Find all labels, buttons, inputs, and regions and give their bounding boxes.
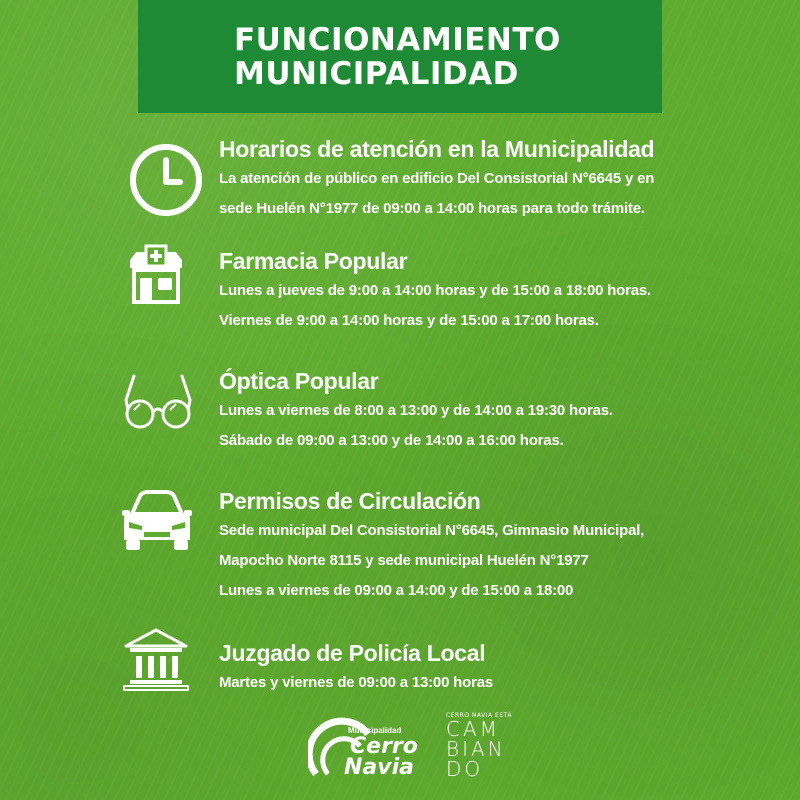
campaign-line: DO [446,757,484,781]
section-line: Sábado de 09:00 a 13:00 y de 14:00 a 16:00 horas. [219,432,564,449]
logo-text-municipalidad: Municipalidad [348,726,402,735]
header-title-line1: FUNCIONAMIENTO [234,21,561,58]
section-line: Martes y viernes de 09:00 a 13:00 horas [219,674,494,691]
car-icon [118,488,196,552]
pharmacy-icon [126,244,186,304]
section-line: Lunes a jueves de 9:00 a 14:00 horas y de 15:00 a 18:00 horas. [219,282,652,299]
campaign-line: BIAN [446,737,506,761]
section-line: sede Huelén N°1977 de 09:00 a 14:00 horas para todo trámite. [219,200,645,217]
campaign-line: CAM [446,717,500,741]
header-title-line2: MUNICIPALIDAD [234,55,519,92]
clock-icon [124,138,208,222]
campaign-logo [446,712,512,779]
logo-text-navia: Navia [344,755,414,780]
logo-text-cerro: Cerro [350,734,418,759]
section-line: La atención de público en edificio Del Consistorial N°6645 y en [219,170,655,187]
municipality-logo [308,712,423,787]
section-line: Lunes a viernes de 09:00 a 14:00 y de 15:00 a 18:00 [219,582,574,599]
section-line: Sede municipal Del Consistorial N°6645, Gimnasio Municipal, [219,522,645,539]
section-title: Horarios de atención en la Municipalidad [219,136,655,162]
section-title: Óptica Popular [219,368,379,394]
section-title: Farmacia Popular [219,248,408,274]
section-line: Lunes a viernes de 8:00 a 13:00 y de 14:00 a 19:30 horas. [219,402,613,419]
header-banner [138,0,662,113]
section-title: Permisos de Circulación [219,488,481,514]
section-line: Mapocho Norte 8115 y sede municipal Huelén N°1977 [219,552,589,569]
courthouse-icon [122,628,190,692]
campaign-small-text: CERRO NAVIA ESTÁ [446,712,512,719]
glasses-icon [120,370,196,430]
section-title: Juzgado de Policía Local [219,640,486,666]
section-line: Viernes de 9:00 a 14:00 horas y de 15:00 a 17:00 horas. [219,312,599,329]
